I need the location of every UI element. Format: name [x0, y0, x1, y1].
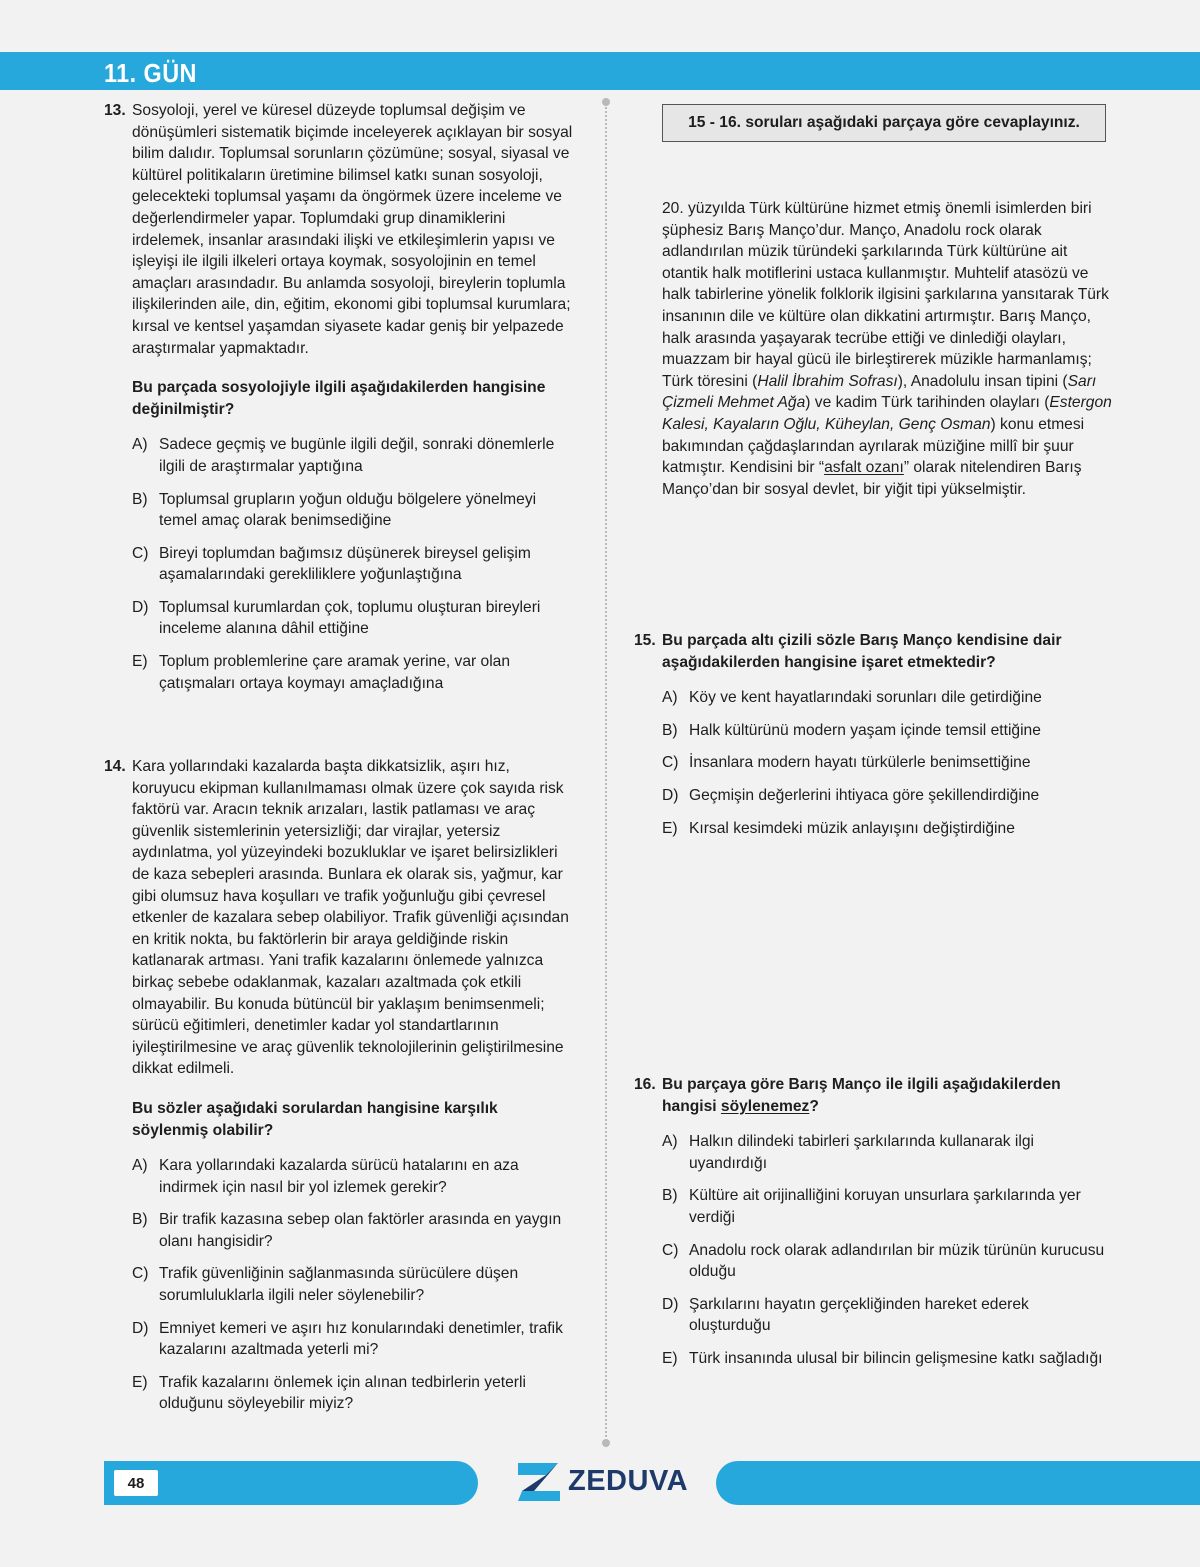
brand-logo	[516, 1459, 706, 1507]
option-text: Kültüre ait orijinalliğini koruyan unsurlara şarkılarında yer verdiği	[689, 1187, 1081, 1226]
option-letter: A)	[132, 1157, 148, 1175]
passage-text: ), Anadolulu insan tipini (	[897, 372, 1068, 390]
question-number: 13.	[104, 102, 126, 119]
stem-text: ?	[809, 1097, 819, 1115]
option-text: Toplum problemlerine çare aramak yerine, var olan çatışmaları ortaya koymayı amaçladığına	[159, 653, 511, 692]
option-text: Toplumsal kurumlardan çok, toplumu oluşturan bireyleri inceleme alanına dâhil ettiğine	[159, 598, 541, 638]
option-e[interactable]	[132, 1372, 574, 1415]
option-a[interactable]	[132, 434, 574, 477]
option-e[interactable]	[662, 818, 1114, 840]
passage-italic: Sarı Çizmeli Mehmet Ağa	[662, 372, 1097, 412]
option-e[interactable]	[132, 651, 574, 694]
column-divider	[605, 100, 607, 1445]
option-text: Toplumsal grupların yoğun olduğu bölgelere yönelmeyi temel amaç olarak benimsediğine	[159, 490, 537, 530]
passage-text: 20. yüzyılda Türk kültürüne hizmet etmiş önemli isimlerden biri şüphesiz Barış Manço’dur. Manço, Anadolu rock olarak adlandırılan müzik türündeki şarkılarında Türk kültürüne ait otantik halk motiflerini ustaca kullanmıştır. Muhtelif atasözü ve halk tabirlerine yönelik folklorik ilgisini şarkılarına yansıtarak Türk insanının dile ve kültüre olan dikkatini artırmıştır. Barış Manço, halk arasında yaşayarak tecrübe ettiği ve dinlediği olayları, muazzam bir hayal gücü ile birleştirerek müzikle harmanlamış; Türk töresini (	[662, 200, 1109, 390]
option-letter: B)	[662, 721, 678, 739]
option-text: Türk insanında ulusal bir bilincin gelişmesine katkı sağladığı	[689, 1349, 1103, 1367]
passage-text: ) konu etmesi bakımından çağdaşlarından ayrılarak müziğine millî bir şuur katmıştır. Kendisini bir “	[662, 415, 1085, 477]
option-letter: E)	[662, 819, 678, 837]
option-letter: E)	[132, 1373, 148, 1391]
option-d[interactable]	[662, 1294, 1114, 1337]
option-text: Kara yollarındaki kazalarda sürücü hatalarını en aza indirmek için nasıl bir yol izlemek gerekir?	[159, 1157, 519, 1196]
question-15	[634, 630, 1114, 850]
reading-passage	[662, 198, 1112, 500]
passage-text: ) ve kadim Türk tarihinden olayları (	[805, 394, 1050, 412]
zeduva-logo-icon	[516, 1461, 562, 1503]
passage-italic: Halil İbrahim Sofrası	[757, 372, 898, 390]
brand-name: ZEDUVA	[568, 1465, 689, 1497]
option-letter: D)	[132, 1319, 149, 1337]
option-letter: E)	[662, 1349, 678, 1367]
option-letter: C)	[662, 1241, 679, 1259]
option-letter: C)	[662, 754, 679, 772]
option-letter: D)	[662, 786, 679, 804]
option-letter: A)	[132, 436, 148, 454]
stem-underlined: söylenemez	[720, 1097, 810, 1115]
question-stem: Bu sözler aşağıdaki sorulardan hangisine karşılık söylenmiş olabilir?	[132, 1099, 498, 1139]
day-label: 11. GÜN	[104, 58, 197, 88]
option-letter: A)	[662, 1133, 678, 1151]
option-letter: E)	[132, 653, 148, 671]
question-number: 15.	[634, 632, 656, 649]
option-b[interactable]	[662, 1185, 1114, 1228]
option-letter: B)	[662, 1187, 678, 1205]
question-text: Kara yollarındaki kazalarda başta dikkatsizlik, aşırı hız, koruyucu ekipman kullanılmaması olmak üzere çok sayıda risk faktörü var. Aracın teknik arızaları, lastik patlaması ve araç güvenlik sistemlerinin yetersizliği; dar virajlar, yetersiz aydınlatma, yol yüzeyindeki bozukluklar ve işaret belirsizlikleri de kaza sebepleri arasında. Bunlara ek olarak sis, yağmur, kar gibi olumsuz hava koşulları ve trafik yoğunluğu gibi çevresel etkenler de kazalara sebep olabiliyor. Trafik güvenliği açısından en kritik nokta, bu faktörlerin bir araya geldiğinde riskin katlanarak artması. Yani trafik kazalarını önlemede yalnızca birkaç sebebe odaklanmak, kazaları azaltmada çok etkili olmayabilir. Bu konuda bütüncül bir yaklaşım benimsenmeli; sürücü eğitimleri, denetimler kadar yol standartlarının iyileştirilmesine ve araç güvenlik teknolojilerinin geliştirilmesine dikkat edilmeli.	[132, 758, 569, 1078]
option-letter: D)	[132, 598, 149, 616]
question-14	[104, 756, 574, 1426]
option-text: İnsanlara modern hayatı türkülerle benimsettiğine	[689, 754, 1031, 772]
question-number: 16.	[634, 1076, 656, 1093]
option-text: Sadece geçmiş ve bugünle ilgili değil, sonraki dönemlerle ilgili de araştırmalar yaptığına	[159, 436, 555, 475]
option-text: Halkın dilindeki tabirleri şarkılarında kullanarak ilgi uyandırdığı	[689, 1133, 1034, 1172]
question-13	[104, 100, 574, 705]
footer-bar-left	[104, 1461, 478, 1505]
passage-text: ” olarak nitelendiren Barış Manço’dan bir sosyal devlet, bir yiğit tipi yükselmiştir.	[662, 459, 1082, 498]
question-number: 14.	[104, 758, 126, 775]
option-text: Bir trafik kazasına sebep olan faktörler arasında en yaygın olanı hangisidir?	[159, 1211, 562, 1250]
option-letter: C)	[132, 544, 149, 562]
option-text: Anadolu rock olarak adlandırılan bir müzik türünün kurucusu olduğu	[689, 1241, 1105, 1281]
option-a[interactable]	[662, 687, 1114, 709]
question-stem: Bu parçada altı çizili sözle Barış Manço kendisine dair aşağıdakilerden hangisine işaret etmektedir?	[662, 632, 1062, 671]
option-letter: A)	[662, 689, 678, 707]
option-text: Halk kültürünü modern yaşam içinde temsil ettiğine	[689, 721, 1041, 739]
option-letter: C)	[132, 1265, 149, 1283]
option-d[interactable]	[132, 597, 574, 640]
option-c[interactable]	[132, 1263, 574, 1306]
question-16	[634, 1074, 1114, 1381]
options-list	[104, 1155, 574, 1415]
option-text: Trafik güvenliğinin sağlanmasında sürücülere düşen sorumluluklarla ilgili neler söylenebilir?	[159, 1265, 519, 1305]
underlined-phrase: asfalt ozanı	[824, 459, 904, 477]
option-d[interactable]	[662, 785, 1114, 807]
option-b[interactable]	[132, 1209, 574, 1252]
option-a[interactable]	[662, 1131, 1114, 1174]
option-text: Köy ve kent hayatlarındaki sorunları dile getirdiğine	[689, 689, 1042, 707]
question-text: Sosyoloji, yerel ve küresel düzeyde toplumsal değişim ve dönüşümleri sistematik biçimde inceleyerek açıklayan bir sosyal bilim dalıdır. Toplumsal sorunların çözümüne; sosyal, siyasal ve kültürel politikaların üretimine bilimsel katkı sunan sosyoloji, gelecekteki toplumsal yaşamı da öngörmek üzere inceleme ve değerlendirmeler yapar. Toplumdaki grup dinamiklerini irdelemek, insanlar arasındaki ilişki ve etkileşimlerin yapısı ve işleyişi ile ilgili ilkeleri ortaya koymak, sosyolojinin en temel amaçları arasındadır. Bu anlamda sosyoloji, bireylerin toplumla ilişkilerinden aile, din, eğitim, ekonomi gibi toplumsal kurumlara; kırsal ve kentsel yaşamdan siyasete kadar geniş bir yelpazede araştırmalar yapmaktadır.	[132, 102, 573, 357]
option-e[interactable]	[662, 1348, 1114, 1370]
stem-text: Bu parçaya göre Barış Manço ile ilgili aşağıdakilerden hangisi	[662, 1076, 1061, 1115]
option-text: Bireyi toplumdan bağımsız düşünerek bireysel gelişim aşamalarındaki gerekliliklere yoğunlaştığına	[159, 544, 531, 584]
option-text: Geçmişin değerlerini ihtiyaca göre şekillendirdiğine	[689, 786, 1040, 804]
option-text: Emniyet kemeri ve aşırı hız konularındaki denetimler, trafik kazalarını azaltmada yeterli mi?	[159, 1319, 563, 1359]
instruction-box: 15 - 16. soruları aşağıdaki parçaya göre cevaplayınız.	[662, 104, 1106, 142]
option-c[interactable]	[662, 752, 1114, 774]
option-a[interactable]	[132, 1155, 574, 1198]
option-c[interactable]	[662, 1240, 1114, 1283]
passage-paragraph	[662, 198, 1112, 500]
page-number: 48	[114, 1470, 158, 1496]
option-c[interactable]	[132, 543, 574, 586]
option-text: Kırsal kesimdeki müzik anlayışını değiştirdiğine	[689, 819, 1015, 837]
option-letter: B)	[132, 490, 148, 508]
option-letter: B)	[132, 1211, 148, 1229]
question-stem	[662, 1074, 1114, 1117]
option-b[interactable]	[662, 720, 1114, 742]
option-text: Trafik kazalarını önlemek için alınan tedbirlerin yeterli olduğunu söyleyebilir miyiz?	[159, 1373, 526, 1413]
options-list	[634, 1131, 1114, 1369]
option-text: Şarkılarını hayatın gerçekliğinden hareket ederek oluşturduğu	[689, 1295, 1029, 1335]
footer-bar-right	[716, 1461, 1200, 1505]
option-d[interactable]	[132, 1318, 574, 1361]
option-letter: D)	[662, 1295, 679, 1313]
question-stem: Bu parçada sosyolojiyle ilgili aşağıdakilerden hangisine değinilmiştir?	[132, 379, 546, 418]
option-b[interactable]	[132, 489, 574, 532]
options-list	[104, 434, 574, 694]
options-list	[634, 687, 1114, 839]
passage-italic: Estergon Kalesi, Kayaların Oğlu, Küheylan, Genç Osman	[662, 394, 1112, 433]
